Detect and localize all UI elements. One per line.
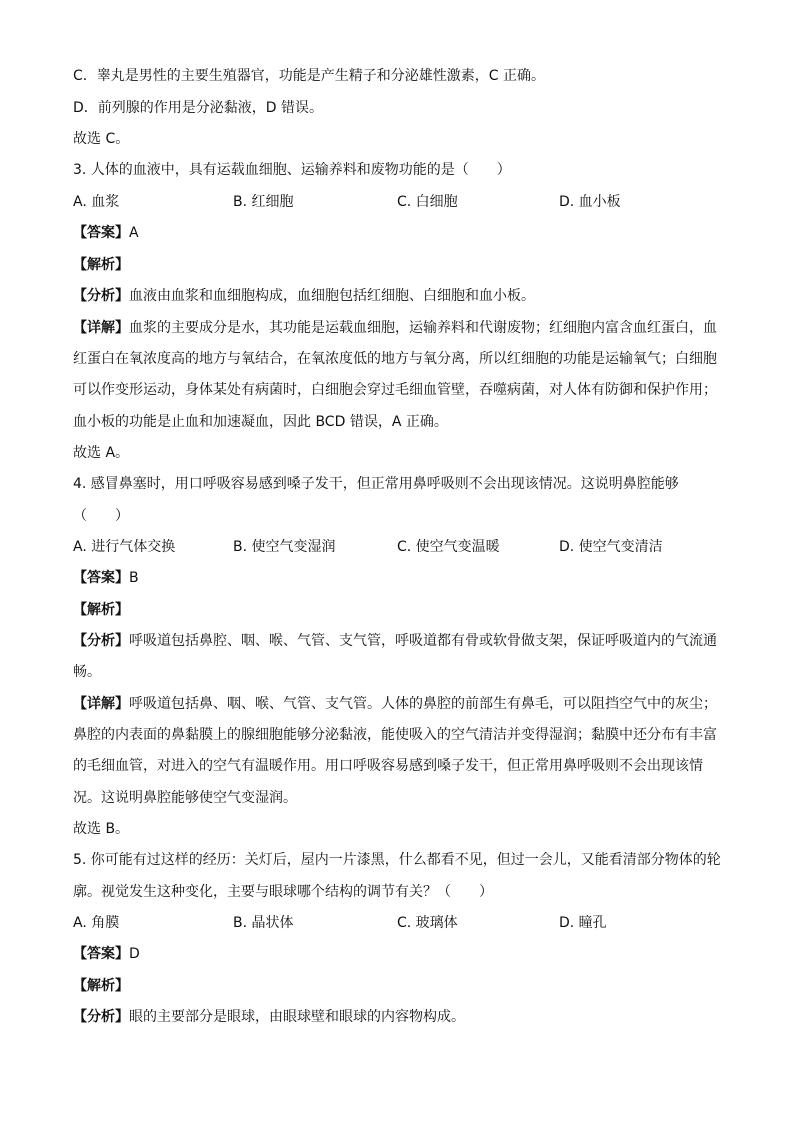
answer-line: [73, 944, 723, 964]
fenxi-tag: 【分析】: [73, 288, 129, 304]
option-d: D. 瞳孔: [559, 915, 607, 931]
conclusion-line: 故选 A。: [73, 445, 130, 461]
question-5-stem: 5. 你可能有过这样的经历：关灯后，屋内一片漆黑，什么都看不见，但过一会儿，又能看清部分物体的轮: [73, 852, 721, 868]
jiexi-heading: 【解析】: [73, 257, 129, 273]
answer-tag: 【答案】: [73, 225, 129, 241]
question-4-stem-cont: （ ）: [73, 508, 129, 524]
jiexi-heading: 【解析】: [73, 602, 129, 618]
xiangjie-tag: 【详解】: [73, 320, 129, 336]
answer-line: [73, 223, 723, 243]
fenxi-tag: 【分析】: [73, 633, 129, 649]
answer-value: A: [129, 225, 139, 241]
option-d: D. 使空气变清洁: [559, 539, 663, 555]
option-c: C. 玻璃体: [397, 915, 458, 931]
answer-value: D: [129, 946, 140, 962]
answer-value: B: [129, 570, 139, 586]
option-a: A. 进行气体交换: [73, 539, 176, 555]
xiangjie-line: 【详解】呼吸道包括鼻、咽、喉、气管、支气管。人体的鼻腔的前部生有鼻毛，可以阻挡空气中的灰尘；: [73, 696, 717, 712]
question-4-stem: 4. 感冒鼻塞时，用口呼吸容易感到嗓子发干，但正常用鼻呼吸则不会出现该情况。这说明鼻腔能够: [73, 476, 679, 492]
text-line: 血小板的功能是止血和加速凝血，因此 BCD 错误，A 正确。: [73, 414, 448, 430]
text-line: 的毛细血管，对进入的空气有温暖作用。用口呼吸容易感到嗓子发干，但正常用鼻呼吸则不会出现该情: [73, 758, 703, 774]
question-5-stem-cont: 廓。视觉发生这种变化，主要与眼球哪个结构的调节有关？（ ）: [73, 884, 493, 900]
question-3-stem: 3. 人体的血液中，具有运载血细胞、运输养料和废物功能的是（ ）: [73, 162, 511, 178]
text-line: D．前列腺的作用是分泌黏液，D 错误。: [73, 100, 324, 116]
option-b: B. 使空气变湿润: [233, 539, 336, 555]
answer-line: [73, 568, 723, 588]
text-line: C．睾丸是男性的主要生殖器官，功能是产生精子和分泌雄性激素，C 正确。: [73, 68, 545, 84]
fenxi-line: 【分析】血液由血浆和血细胞构成，血细胞包括红细胞、白细胞和血小板。: [73, 288, 535, 304]
xiangjie-line: 【详解】血浆的主要成分是水，其功能是运载血细胞，运输养料和代谢废物；红细胞内富含血红蛋白，血: [73, 320, 717, 336]
answer-tag: 【答案】: [73, 570, 129, 586]
option-b: B. 红细胞: [233, 194, 294, 210]
option-a: A. 角膜: [73, 915, 120, 931]
fenxi-tag: 【分析】: [73, 1009, 129, 1025]
option-a: A. 血浆: [73, 194, 120, 210]
fenxi-line: 【分析】眼的主要部分是眼球，由眼球壁和眼球的内容物构成。: [73, 1009, 465, 1025]
xiangjie-tag: 【详解】: [73, 696, 129, 712]
answer-tag: 【答案】: [73, 946, 129, 962]
option-b: B. 晶状体: [233, 915, 294, 931]
text-line: 况。这说明鼻腔能够使空气变湿润。: [73, 790, 297, 806]
conclusion-line: 故选 B。: [73, 821, 130, 837]
text-line: 红蛋白在氧浓度高的地方与氧结合，在氧浓度低的地方与氧分离，所以红细胞的功能是运输氧气；白细胞: [73, 351, 717, 367]
jiexi-heading: 【解析】: [73, 978, 129, 994]
text-line: 畅。: [73, 664, 101, 680]
option-d: D. 血小板: [559, 194, 621, 210]
text-line: 鼻腔的内表面的鼻黏膜上的腺细胞能够分泌黏液，能使吸入的空气清洁并变得湿润；黏膜中还分布有丰富: [73, 727, 717, 743]
option-c: C. 使空气变温暖: [397, 539, 500, 555]
fenxi-line: 【分析】呼吸道包括鼻腔、咽、喉、气管、支气管，呼吸道都有骨或软骨做支架，保证呼吸道内的气流通: [73, 633, 717, 649]
option-c: C. 白细胞: [397, 194, 458, 210]
text-line: 故选 C。: [73, 131, 130, 147]
text-line: 可以作变形运动，身体某处有病菌时，白细胞会穿过毛细血管壁，吞噬病菌，对人体有防御和保护作用；: [73, 382, 717, 398]
